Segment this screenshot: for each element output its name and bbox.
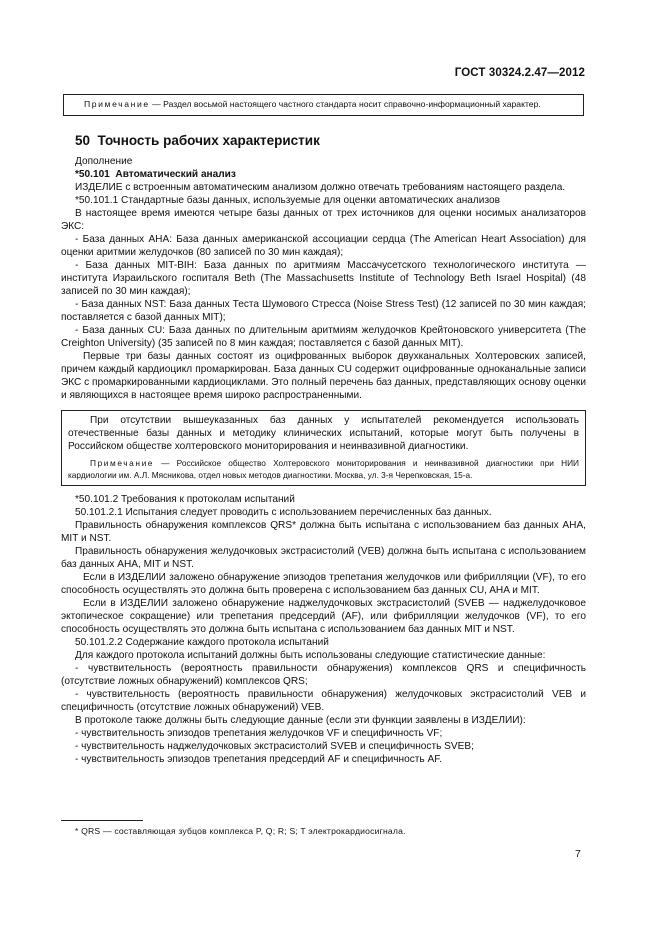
list-item-sveb: - чувствительность наджелудочковых экстрасистолий SVEB и специфичность SVEB;: [75, 741, 474, 752]
paragraph-statistics: Для каждого протокола испытаний должны быть использованы следующие статистические данные:: [75, 650, 546, 661]
addition-label: Дополнение: [75, 156, 133, 167]
page-number: 7: [575, 848, 581, 860]
list-item-nst: - База данных NST: База данных Теста Шумового Стресса (Noise Stress Test) (12 записей по 30 мин каждая; поставляется с базой данных MIT);: [61, 299, 586, 323]
note-box-note: Примечание — Российское общество Холтеровского мониторирования и неинвазивной диагностики при НИИ кардиологии им. А.Л. Мясникова, отдел новых методов диагностики. Москва, ул. 3-я Черепковская, 15-а.: [68, 458, 579, 480]
section-title-text: Точность рабочих характеристик: [97, 133, 320, 148]
list-item-aha: - База данных AHA: База данных американской ассоциации сердца (The American Heart Association) для оценки аритмии желудочков (80 записей по 30 мин каждая);: [61, 234, 586, 258]
standard-header: ГОСТ 30324.2.47—2012: [454, 67, 585, 79]
footnote-qrs: * QRS — составляющая зубцов комплекса P, Q; R; S; T электрокардиосигнала.: [75, 826, 406, 836]
section-title: [75, 133, 320, 148]
note-label: Примечание: [84, 99, 150, 109]
heading-50101-2: *50.101.2 Требования к протоколам испытаний: [75, 494, 295, 505]
note-text: — Раздел восьмой настоящего частного стандарта носит справочно-информационный характер.: [149, 99, 541, 109]
paragraph-veb: Правильность обнаружения желудочковых экстрасистолий (VEB) должна быть испытана с использованием баз данных AHA, MIT и NST.: [61, 546, 586, 570]
note-box-text: При отсутствии вышеуказанных баз данных у испытателей рекомендуется использовать отечественные базы данных и методику клинических испытаний, которые могут быть получены в Российском обществе холтеровского мониторирования и неинвазивной диагностики.: [68, 415, 579, 452]
paragraph-qrs: Правильность обнаружения комплексов QRS* должна быть испытана с использованием баз данных AHA, MIT и NST.: [61, 520, 586, 544]
list-item-veb-sensitivity: - чувствительность (вероятность правильности обнаружения) желудочковых экстрасистолий VEB и специфичность (отсутствие ложных обнаружений) VEB.: [61, 689, 586, 713]
list-item-vf: - чувствительность эпизодов трепетания желудочков VF и специфичность VF;: [75, 728, 443, 739]
heading-50101-1: *50.101.1 Стандартные базы данных, используемые для оценки автоматических анализов: [75, 195, 500, 206]
list-item-af: - чувствительность эпизодов трепетания предсердий AF и специфичность AF.: [75, 754, 443, 765]
paragraph-sveb: Если в ИЗДЕЛИИ заложено обнаружение наджелудочковых экстрасистолий (SVEB — наджелудочковое эктопическое сокращение) или трепетания предсердий (AF), или фибрилляции желудочков (VF), то его способность осуществлять это должна быть испытана с использованием баз данных MIT и NST.: [61, 598, 586, 635]
list-item-qrs-sensitivity: - чувствительность (вероятность правильности обнаружения) комплексов QRS и специфичность (отсутствие ложных обнаружений) комплексов QRS;: [61, 663, 586, 687]
heading-50101-2-2: 50.101.2.2 Содержание каждого протокола испытаний: [75, 637, 329, 648]
list-item-cu: - База данных CU: База данных по длительным аритмиям желудочков Крейтоновского университета (The Creighton University) (35 записей по 8 мин каждая; поставляется с базой данных MIT).: [61, 325, 586, 349]
footnote-divider: [61, 820, 143, 821]
paragraph-vf: Если в ИЗДЕЛИИ заложено обнаружение эпизодов трепетания желудочков или фибрилляции (VF), то его способность осуществлять это должна быть проверена с использованием баз данных CU, AHA и MIT.: [61, 572, 586, 596]
subsection-heading-50101: *50.101 Автоматический анализ: [75, 169, 236, 180]
paragraph-requirements: ИЗДЕЛИЕ с встроенным автоматическим анализом должно отвечать требованиям настоящего раздела.: [75, 182, 566, 193]
main-content: [61, 155, 586, 766]
note-box-informational: [63, 94, 584, 116]
list-item-mit: - База данных MIT-BIH: База данных по аритмиям Массачусетского технологического института — института Израильского госпиталя Beth (The Massachusetts Institute of Technology Beth Israel Hospital) (48 записей по 30 мин каждая);: [61, 260, 586, 297]
paragraph-databases-summary: Первые три базы данных состоят из оцифрованных выборок двухканальных Холтеровских записей, причем каждый кардиоцикл промаркирован. База данных CU содержит оцифрованные одноканальные записи ЭКС с промаркированными кардиоциклами. Это полный перечень баз данных, представляющих основу оценки и являющихся в настоящее время широко распространенными.: [61, 351, 586, 401]
paragraph-protocol-also: В протоколе также должны быть следующие данные (если эти функции заявлены в ИЗДЕЛИИ):: [75, 715, 526, 726]
paragraph-databases-intro: В настоящее время имеются четыре базы данных от трех источников для оценки носимых анализаторов ЭКС:: [61, 208, 586, 232]
paragraph-50101-2-1: 50.101.2.1 Испытания следует проводить с использованием перечисленных баз данных.: [75, 507, 492, 518]
note-box-russian-society: [61, 410, 586, 486]
section-number: 50: [75, 133, 91, 148]
